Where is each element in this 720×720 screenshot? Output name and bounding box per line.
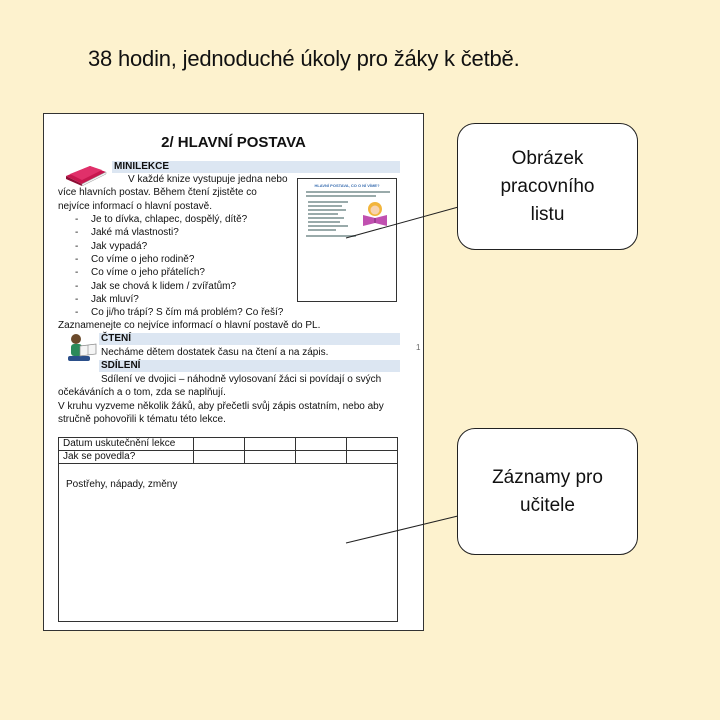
- result-label: Jak se povedla?: [63, 451, 136, 462]
- minilekce-line-3: nejvíce informací o hlavní postavě.: [58, 201, 212, 212]
- question-item: - Jak vypadá?: [91, 240, 147, 253]
- sdileni-line-1: Sdílení ve dvojici – náhodně vylosovaní žáci si povídají o svých: [101, 374, 382, 385]
- worksheet-title: 2/ HLAVNÍ POSTAVA: [161, 134, 306, 151]
- notes-label: Postřehy, nápady, změny: [66, 479, 178, 490]
- sdileni-line-4: stručně pohovořili k tématu této lekce.: [58, 414, 226, 425]
- question-item: - Co ji/ho trápí? S čím má problém? Co řeší?: [91, 306, 283, 319]
- cteni-text: Necháme dětem dostatek času na čtení a na zápis.: [101, 347, 329, 358]
- question-item: - Jak mluví?: [91, 293, 139, 306]
- callout-worksheet-image-text: Obrázek pracovního listu: [500, 147, 595, 225]
- question-item: - Co víme o jeho rodině?: [91, 253, 194, 266]
- minilekce-line-2: více hlavních postav. Během čtení zjistěte co: [58, 187, 257, 198]
- thumbnail-title: HLAVNÍ POSTAVA, CO O NÍ VÍME?: [314, 183, 380, 188]
- sdileni-line-2: očekáváních a o tom, zda se naplňují.: [58, 387, 226, 398]
- cteni-heading: ČTENÍ: [99, 333, 400, 345]
- slide-title: 38 hodin, jednoduché úkoly pro žáky k četbě.: [88, 46, 520, 71]
- callout-teacher-records-text: Záznamy pro učitele: [492, 466, 603, 516]
- sdileni-heading: SDÍLENÍ: [99, 360, 400, 372]
- minilekce-closing: Zaznamenejte co nejvíce informací o hlavní postavě do PL.: [58, 320, 321, 331]
- callout-worksheet-image: [457, 123, 638, 250]
- question-item: - Jak se chová k lidem / zvířatům?: [91, 280, 236, 293]
- callout-teacher-records: [457, 428, 638, 555]
- question-item: - Je to dívka, chlapec, dospělý, dítě?: [91, 213, 247, 226]
- sdileni-line-3: V kruhu vyzveme několik žáků, aby přečetli svůj zápis ostatním, nebo aby: [58, 401, 384, 412]
- date-label: Datum uskutečnění lekce: [63, 438, 176, 449]
- page-number: 1: [416, 343, 421, 352]
- minilekce-heading: MINILEKCE: [112, 161, 400, 173]
- question-item: - Co víme o jeho přátelích?: [91, 266, 205, 279]
- minilekce-line-1: V každé knize vystupuje jedna nebo: [128, 174, 288, 185]
- question-item: - Jaké má vlastnosti?: [91, 226, 179, 239]
